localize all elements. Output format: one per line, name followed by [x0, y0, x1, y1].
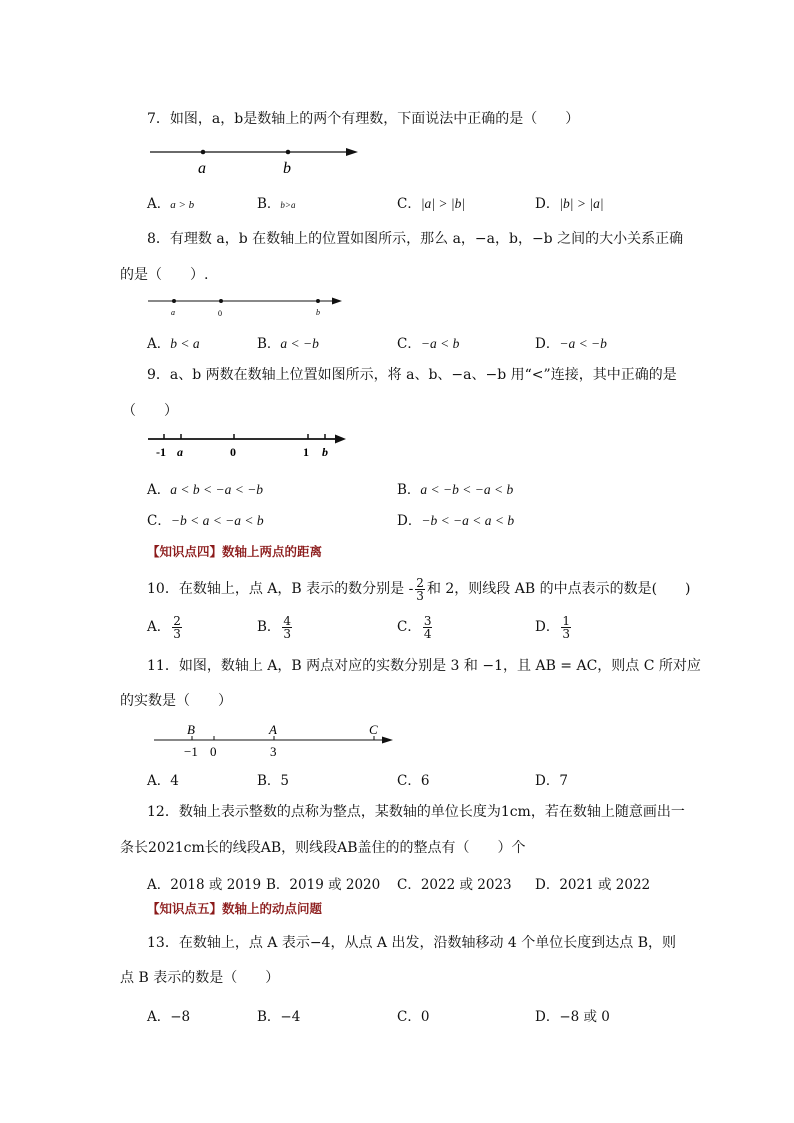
q9-option-d[interactable]: D．−b < −a < a < b — [397, 513, 515, 529]
q8-option-d[interactable]: D．−a < −b — [535, 336, 607, 352]
q10-option-a[interactable]: A． $\frac{2}{3}$ — [147, 614, 181, 641]
axis-label: b — [316, 308, 320, 317]
point-a — [201, 150, 206, 155]
q11-option-c[interactable]: C．6 — [397, 773, 430, 789]
q12-option-a[interactable]: A．2018 或 2019 — [147, 877, 262, 893]
q7-option-d[interactable]: D．|b| > |a| — [535, 196, 604, 212]
q8-option-a[interactable]: A．b < a — [147, 336, 200, 352]
q9-stem-line2: （ ） — [122, 403, 178, 419]
q10-option-d[interactable]: D． $\frac{1}{3}$ — [535, 614, 570, 641]
axis-label: 0 — [230, 445, 236, 459]
axis-label: 0 — [218, 309, 222, 318]
section-heading-4: 【知识点四】数轴上两点的距离 — [147, 544, 323, 559]
q9-option-a[interactable]: A．a < b < −a < −b — [147, 482, 264, 498]
q12-option-c[interactable]: C．2022 或 2023 — [397, 877, 512, 893]
q9-option-c[interactable]: C．−b < a < −a < b — [147, 513, 264, 529]
point-b — [286, 150, 291, 155]
section-heading-5: 【知识点五】数轴上的动点问题 — [147, 901, 323, 916]
q9-stem-line1: 9．a、b 两数在数轴上位置如图所示，将 a、b、−a、−b 用“<”连接，其中正确的是 — [147, 367, 677, 383]
q11-option-d[interactable]: D．7 — [535, 773, 568, 789]
q11-option-a[interactable]: A．4 — [147, 773, 179, 789]
axis-label: a — [198, 160, 206, 177]
q11-stem-line1: 11．如图，数轴上 A，B 两点对应的实数分别是 3 和 −1，且 AB = AC，则点 C 所对应 — [147, 658, 701, 674]
axis-label: b — [322, 445, 328, 459]
q13-option-d[interactable]: D．−8 或 0 — [535, 1009, 610, 1025]
q10-option-c[interactable]: C． $\frac{3}{4}$ — [397, 614, 432, 641]
q12-stem-line1: 12．数轴上表示整数的点称为整点，某数轴的单位长度为1cm，若在数轴上随意画出一 — [147, 804, 685, 820]
axis-label: −1 — [184, 744, 198, 759]
axis-label: -1 — [156, 445, 166, 459]
q7-option-c[interactable]: C．|a| > |b| — [397, 196, 466, 212]
axis-label: 1 — [303, 445, 309, 459]
q11-stem-line2: 的实数是（ ） — [120, 693, 232, 709]
q13-stem-line1: 13．在数轴上，点 A 表示−4，从点 A 出发，沿数轴移动 4 个单位长度到达点 B，则 — [147, 935, 677, 951]
q13-stem-line2: 点 B 表示的数是（ ） — [120, 970, 280, 986]
q10-stem: 10．在数轴上，点 A，B 表示的数分别是 - $\frac{2}{3}$ 和 2，则线段 AB 的中点表示的数是( ) — [147, 575, 691, 603]
q7-stem: 7．如图，a，b是数轴上的两个有理数，下面说法中正确的是（ ） — [147, 111, 580, 127]
q13-option-c[interactable]: C．0 — [397, 1009, 430, 1025]
q13-option-b[interactable]: B．−4 — [257, 1009, 301, 1025]
axis-label: b — [283, 160, 291, 177]
q11-option-b[interactable]: B．5 — [257, 773, 290, 789]
q10-option-b[interactable]: B． $\frac{4}{3}$ — [257, 614, 292, 641]
q8-stem-line2: 的是（ ）. — [120, 267, 209, 283]
q12-stem-line2: 条长2021cm长的线段AB，则线段AB盖住的的整点有（ ）个 — [120, 840, 526, 856]
axis-label: 3 — [270, 744, 277, 759]
q9-number-line — [146, 428, 351, 462]
q7-option-b[interactable]: B．b>a — [257, 196, 296, 212]
q13-option-a[interactable]: A．−8 — [147, 1009, 191, 1025]
axis-label: a — [171, 308, 175, 317]
axis-label: A — [269, 722, 277, 737]
q11-number-line — [152, 720, 397, 762]
q12-option-d[interactable]: D．2021 或 2022 — [535, 877, 651, 893]
q9-option-b[interactable]: B．a < −b < −a < b — [397, 482, 514, 498]
q8-option-b[interactable]: B．a < −b — [257, 336, 319, 352]
axis-label: 0 — [210, 744, 217, 759]
q12-option-b[interactable]: B．2019 或 2020 — [266, 877, 381, 893]
axis-label: C — [369, 722, 378, 737]
q7-number-line — [148, 142, 363, 178]
axis-label: a — [177, 445, 183, 459]
q8-number-line — [146, 292, 346, 320]
q7-option-a[interactable]: A．a > b — [147, 196, 195, 212]
axis-label: B — [187, 722, 195, 737]
q8-stem-line1: 8．有理数 a，b 在数轴上的位置如图所示，那么 a，−a，b，−b 之间的大小关系正确 — [147, 231, 684, 247]
q8-option-c[interactable]: C．−a < b — [397, 336, 460, 352]
